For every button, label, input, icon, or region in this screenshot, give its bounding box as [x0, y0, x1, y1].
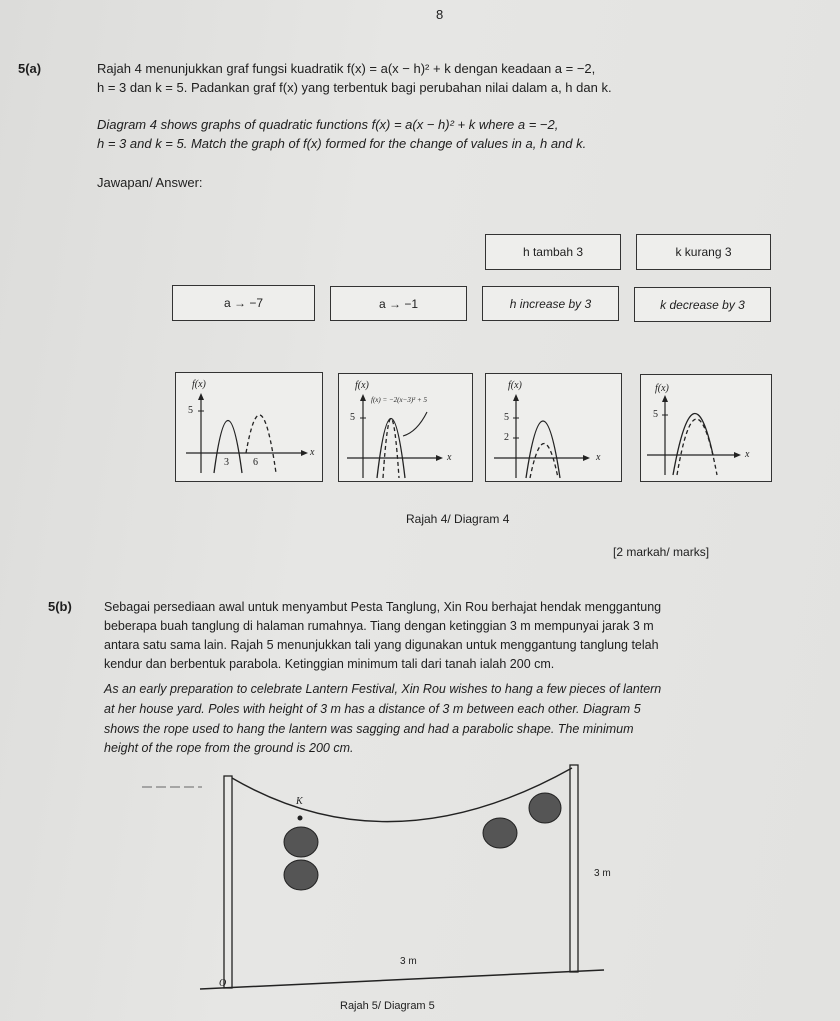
- q5b-malay-line-3: antara satu sama lain. Rajah 5 menunjukkan tali yang digunakan untuk menggantung tanglung telah: [104, 638, 659, 652]
- graph-3-ylabel: f(x): [508, 380, 522, 391]
- lantern-icon: [284, 793, 561, 890]
- marks-label: [2 markah/ marks]: [613, 545, 710, 559]
- origin-label: O: [219, 978, 227, 989]
- q5b-english-line-1: As an early preparation to celebrate Lantern Festival, Xin Rou wishes to hang a few pieces of lantern: [104, 682, 662, 696]
- graph-3-tick-5: 5: [504, 412, 509, 423]
- left-pole: [224, 776, 232, 988]
- graph-2-xlabel: x: [447, 452, 452, 463]
- answer-label: Jawapan/ Answer:: [97, 175, 203, 190]
- box-k-kurang-3[interactable]: k kurang 3: [636, 234, 771, 270]
- ground-line: [200, 970, 604, 989]
- graph-a-change-annotated[interactable]: [338, 373, 473, 482]
- box-a-minus-1[interactable]: a → −1: [330, 286, 467, 321]
- point-k-label: K: [296, 796, 303, 807]
- q5b-malay-line-1: Sebagai persediaan awal untuk menyambut Pesta Tanglung, Xin Rou berhajat hendak menggantung: [104, 600, 662, 614]
- graph-k-change[interactable]: [485, 373, 622, 482]
- question-5b-number: 5(b): [48, 599, 72, 614]
- diagram-5-caption: Rajah 5/ Diagram 5: [340, 1000, 435, 1012]
- pole-distance-label: 3 m: [400, 956, 417, 967]
- box-k-decrease-3[interactable]: k decrease by 3: [634, 287, 771, 322]
- graph-1-tick-3: 3: [224, 457, 229, 468]
- graph-3-xlabel: x: [596, 452, 601, 463]
- graph-1-tick-6: 6: [253, 457, 258, 468]
- q5b-english-line-4: height of the rope from the ground is 200 cm.: [104, 741, 354, 755]
- graph-1-ylabel: f(x): [192, 379, 206, 390]
- q5a-english-line-1: Diagram 4 shows graphs of quadratic functions f(x) = a(x − h)² + k where a = −2,: [97, 117, 559, 132]
- lantern-diagram: [140, 760, 620, 1000]
- q5b-malay-line-2: beberapa buah tanglung di halaman rumahnya. Tiang dengan ketinggian 3 m mempunyai jarak 3 m: [104, 619, 654, 633]
- page-number: 8: [436, 7, 444, 22]
- graph-3-tick-2: 2: [504, 432, 509, 443]
- graph-h-shift[interactable]: [175, 372, 323, 482]
- graph-2-annotation: f(x) = −2(x−3)² + 5: [371, 396, 427, 404]
- diagram-4-caption: Rajah 4/ Diagram 4: [406, 512, 510, 526]
- graph-a-widen[interactable]: [640, 374, 772, 482]
- box-a-minus-7[interactable]: a → −7: [172, 285, 315, 321]
- q5b-english-line-3: shows the rope used to hang the lantern was sagging and had a parabolic shape. The minimum: [104, 722, 634, 736]
- graph-1-xlabel: x: [310, 447, 315, 458]
- q5a-malay-line-2: h = 3 dan k = 5. Padankan graf f(x) yang terbentuk bagi perubahan nilai dalam a, h dan k.: [97, 80, 612, 95]
- point-k: [298, 816, 303, 821]
- box-h-tambah-3[interactable]: h tambah 3: [485, 234, 621, 270]
- graph-2-tick-5: 5: [350, 412, 355, 423]
- pole-height-label: 3 m: [594, 868, 611, 879]
- graph-4-tick-5: 5: [653, 409, 658, 420]
- graph-2-ylabel: f(x): [355, 380, 369, 391]
- q5a-english-line-2: h = 3 and k = 5. Match the graph of f(x) formed for the change of values in a, h and k.: [97, 136, 587, 151]
- q5b-english-line-2: at her house yard. Poles with height of 3 m has a distance of 3 m between each other. Diagram 5: [104, 702, 641, 716]
- graph-1-tick-5: 5: [188, 405, 193, 416]
- box-h-increase-3[interactable]: h increase by 3: [482, 286, 619, 321]
- right-pole: [570, 765, 578, 972]
- rope: [232, 768, 572, 822]
- graph-4-ylabel: f(x): [655, 383, 669, 394]
- graph-3-plot: [486, 374, 621, 481]
- q5a-malay-line-1: Rajah 4 menunjukkan graf fungsi kuadratik f(x) = a(x − h)² + k dengan keadaan a = −2,: [97, 61, 596, 76]
- graph-4-xlabel: x: [745, 449, 750, 460]
- q5b-malay-line-4: kendur dan berbentuk parabola. Ketinggian minimum tali dari tanah ialah 200 cm.: [104, 657, 555, 671]
- question-5a-number: 5(a): [18, 61, 42, 76]
